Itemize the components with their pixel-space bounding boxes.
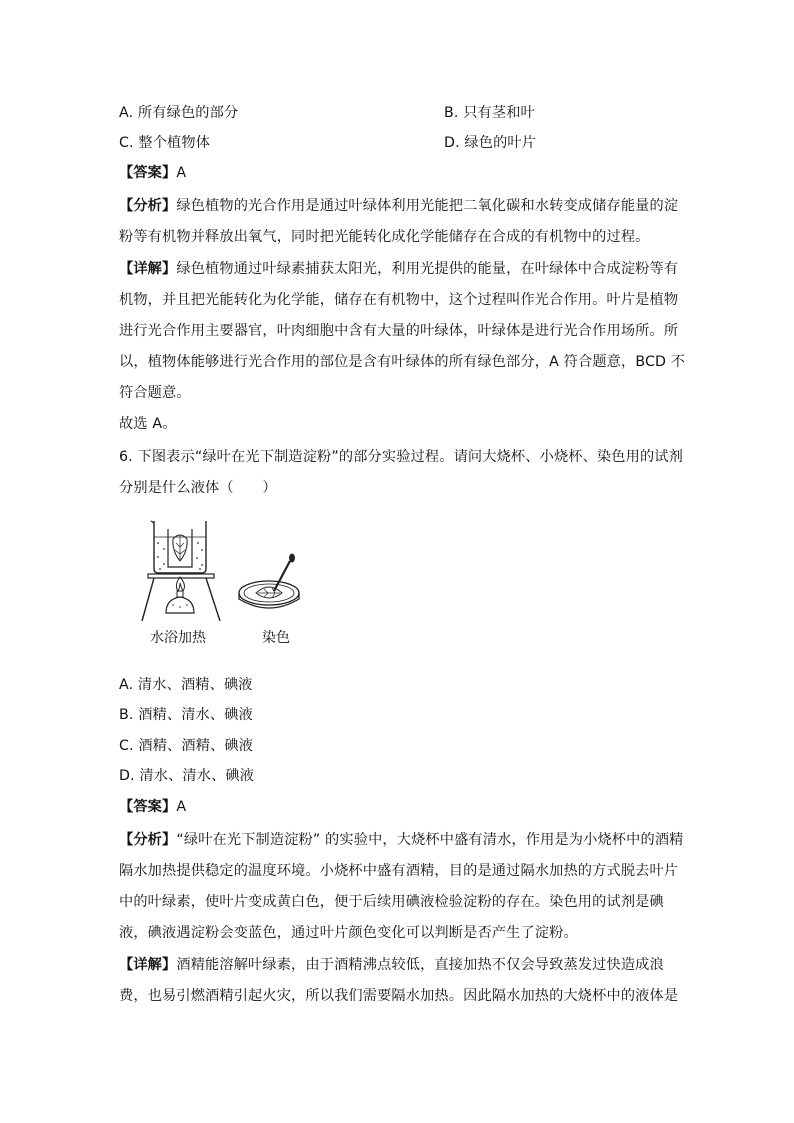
q5-detail-line-3: 进行光合作用主要器官，叶肉细胞中含有大量的叶绿体，叶绿体是进行光合作用场所。所 (119, 323, 679, 339)
q6-option-c: C. 酒精、酒精、碘液 (119, 738, 254, 754)
q6-detail-line-2: 费，也易引燃酒精引起火灾，所以我们需要隔水加热。因此隔水加热的大烧杯中的液体是 (119, 988, 679, 1004)
q6-analysis-line-3: 中的叶绿素，使叶片变成黄白色，便于后续用碘液检验淀粉的存在。染色用的试剂是碘 (119, 894, 664, 910)
q6-detail-line-1 (119, 955, 664, 975)
answer-tag: 【答案】 (119, 799, 177, 815)
staining-dish-figure (236, 553, 306, 615)
q6-analysis-line-1 (119, 830, 684, 850)
q6-option-d: D. 清水、清水、碘液 (119, 768, 255, 784)
detail-tag: 【详解】 (119, 957, 177, 973)
q5-option-d: D. 绿色的叶片 (444, 135, 537, 151)
analysis-text: 绿色植物的光合作用是通过叶绿体利用光能把二氧化碳和水转变成储存能量的淀 (176, 198, 679, 214)
water-bath-heating-figure (140, 517, 222, 627)
q6-option-b: B. 酒精、清水、碘液 (119, 707, 253, 723)
figure-caption-staining: 染色 (262, 630, 290, 646)
analysis-tag: 【分析】 (119, 198, 177, 214)
q6-answer (119, 797, 186, 817)
q5-option-a: A. 所有绿色的部分 (119, 105, 239, 121)
analysis-text: “绿叶在光下制造淀粉” 的实验中，大烧杯中盛有清水，作用是为小烧杯中的酒精 (176, 832, 684, 848)
q5-answer (119, 163, 186, 183)
answer-value: A (176, 165, 187, 181)
detail-tag: 【详解】 (119, 261, 177, 277)
figure-caption-water-bath: 水浴加热 (150, 630, 206, 646)
q6-analysis-line-2: 隔水加热提供稳定的温度环境。小烧杯中盛有酒精，目的是通过隔水加热的方式脱去叶片 (119, 863, 679, 879)
q6-stem-line-2: 分别是什么液体（ ） (119, 480, 277, 496)
analysis-tag: 【分析】 (119, 832, 177, 848)
q5-detail-line-2: 机物，并且把光能转化为化学能，储存在有机物中，这个过程叫作光合作用。叶片是植物 (119, 292, 679, 308)
q5-option-c: C. 整个植物体 (119, 135, 211, 151)
answer-tag: 【答案】 (119, 165, 177, 181)
q5-option-b: B. 只有茎和叶 (444, 105, 535, 121)
detail-text: 绿色植物通过叶绿素捕获太阳光，利用光提供的能量，在叶绿体中合成淀粉等有 (176, 261, 679, 277)
q5-analysis-line-1 (119, 196, 678, 216)
detail-text: 酒精能溶解叶绿素，由于酒精沸点较低，直接加热不仅会导致蒸发过快造成浪 (176, 957, 664, 973)
q5-detail-line-5: 符合题意。 (119, 385, 191, 401)
q5-detail-line-4: 以，植物体能够进行光合作用的部位是含有叶绿体的所有绿色部分，A 符合题意，BCD 不 (119, 354, 686, 370)
q5-analysis-line-2: 粉等有机物并释放出氧气，同时把光能转化成化学能储存在合成的有机物中的过程。 (119, 229, 650, 245)
q6-option-a: A. 清水、酒精、碘液 (119, 677, 253, 693)
q6-stem-line-1: 6. 下图表示“绿叶在光下制造淀粉”的部分实验过程。请问大烧杯、小烧杯、染色用的试剂 (119, 449, 683, 465)
q5-conclusion: 故选 A。 (119, 416, 177, 432)
q6-analysis-line-4: 液，碘液遇淀粉会变蓝色，通过叶片颜色变化可以判断是否产生了淀粉。 (119, 925, 578, 941)
answer-value: A (176, 799, 187, 815)
q5-detail-line-1 (119, 259, 678, 279)
